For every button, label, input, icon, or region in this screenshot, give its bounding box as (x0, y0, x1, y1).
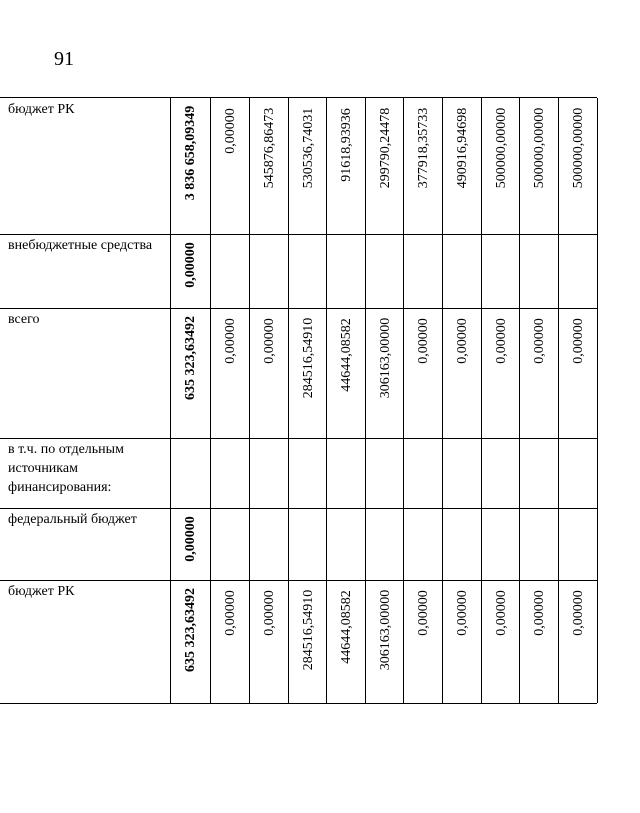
year-value: 500000,00000 (570, 108, 586, 189)
year-value-cell (365, 234, 405, 308)
table-row (0, 438, 597, 509)
year-value-cell (442, 308, 482, 438)
year-value-cell (403, 98, 443, 234)
year-value: 0,00000 (454, 318, 470, 364)
year-value: 0,00000 (261, 318, 277, 364)
table-row (0, 580, 597, 703)
table-right-border (597, 234, 598, 308)
row-label: бюджет РК (8, 102, 75, 117)
year-value-cell (442, 234, 482, 308)
row-label: внебюджетные средства (8, 238, 153, 253)
year-value-cell (481, 234, 521, 308)
year-value-cell (481, 438, 521, 508)
year-value-cell (519, 580, 559, 703)
year-value-cell (519, 508, 559, 580)
total-value: 0,00000 (183, 242, 198, 288)
year-value-cell (210, 508, 250, 580)
total-value: 3 836 658,09349 (183, 106, 198, 201)
year-value-cell (558, 234, 598, 308)
row-label: в т.ч. по отдельным источникам финансирования: (8, 442, 124, 495)
year-value-cell (558, 98, 598, 234)
year-value-cell (519, 438, 559, 508)
total-value: 635 323,63492 (183, 588, 198, 672)
total-cell (170, 508, 211, 580)
table-right-border (597, 438, 598, 508)
year-value-cell (365, 580, 405, 703)
year-value-cell (519, 98, 559, 234)
year-value: 91618,93936 (338, 108, 354, 182)
year-value-cell (210, 438, 250, 508)
year-value: 0,00000 (493, 318, 509, 364)
year-value-cell (481, 98, 521, 234)
year-value: 0,00000 (222, 108, 238, 154)
year-value-cell (210, 580, 250, 703)
year-value: 0,00000 (415, 318, 431, 364)
table-right-border (597, 508, 598, 580)
row-label: бюджет РК (8, 584, 75, 599)
year-value-cell (249, 234, 289, 308)
year-value-cell (326, 580, 366, 703)
year-value-cell (249, 438, 289, 508)
page-number: 91 (54, 48, 74, 70)
year-value: 306163,00000 (377, 318, 393, 399)
year-value: 0,00000 (415, 590, 431, 636)
year-value-cell (288, 308, 328, 438)
year-value: 0,00000 (570, 590, 586, 636)
year-value-cell (249, 308, 289, 438)
year-value: 0,00000 (531, 590, 547, 636)
year-value-cell (210, 234, 250, 308)
total-cell (170, 580, 211, 703)
year-value-cell (365, 308, 405, 438)
year-value: 0,00000 (570, 318, 586, 364)
total-cell (170, 308, 211, 438)
year-value: 0,00000 (222, 590, 238, 636)
year-value-cell (403, 438, 443, 508)
year-value: 500000,00000 (531, 108, 547, 189)
year-value-cell (403, 508, 443, 580)
year-value-cell (558, 580, 598, 703)
table-row (0, 508, 597, 581)
year-value-cell (403, 580, 443, 703)
year-value-cell (288, 508, 328, 580)
year-value-cell (365, 438, 405, 508)
total-cell (170, 98, 211, 234)
year-value: 0,00000 (493, 590, 509, 636)
row-label: всего (8, 312, 40, 327)
year-value-cell (288, 234, 328, 308)
year-value: 284516,54910 (300, 590, 316, 671)
year-value-cell (558, 308, 598, 438)
year-value: 0,00000 (454, 590, 470, 636)
table-row (0, 98, 597, 235)
total-value: 635 323,63492 (183, 316, 198, 400)
year-value-cell (403, 308, 443, 438)
year-value-cell (481, 508, 521, 580)
year-value-cell (249, 98, 289, 234)
year-value-cell (249, 580, 289, 703)
row-label: федеральный бюджет (8, 512, 137, 527)
year-value-cell (288, 580, 328, 703)
year-value-cell (558, 438, 598, 508)
year-value: 44644,08582 (338, 590, 354, 664)
total-cell (170, 234, 211, 308)
year-value-cell (365, 508, 405, 580)
year-value: 306163,00000 (377, 590, 393, 671)
year-value: 0,00000 (261, 590, 277, 636)
year-value-cell (519, 308, 559, 438)
year-value-cell (365, 98, 405, 234)
year-value: 0,00000 (222, 318, 238, 364)
year-value-cell (519, 234, 559, 308)
table-right-border (597, 98, 598, 234)
table-row (0, 308, 597, 439)
year-value-cell (288, 438, 328, 508)
year-value-cell (326, 508, 366, 580)
year-value-cell (249, 508, 289, 580)
year-value: 490916,94698 (454, 108, 470, 189)
year-value-cell (403, 234, 443, 308)
year-value: 500000,00000 (493, 108, 509, 189)
year-value: 44644,08582 (338, 318, 354, 392)
year-value-cell (442, 508, 482, 580)
year-value-cell (326, 98, 366, 234)
year-value-cell (210, 308, 250, 438)
year-value-cell (481, 580, 521, 703)
year-value-cell (442, 580, 482, 703)
year-value: 0,00000 (531, 318, 547, 364)
year-value-cell (210, 98, 250, 234)
year-value-cell (288, 98, 328, 234)
year-value: 299790,24478 (377, 108, 393, 189)
year-value-cell (326, 308, 366, 438)
table-right-border (597, 308, 598, 438)
year-value: 545876,86473 (261, 108, 277, 189)
total-value: 0,00000 (183, 516, 198, 562)
year-value-cell (442, 98, 482, 234)
year-value-cell (481, 308, 521, 438)
year-value: 530536,74031 (300, 108, 316, 189)
year-value: 284516,54910 (300, 318, 316, 399)
year-value-cell (442, 438, 482, 508)
budget-table (0, 97, 597, 704)
table-right-border (597, 580, 598, 703)
year-value-cell (326, 438, 366, 508)
total-cell (170, 438, 211, 508)
year-value-cell (558, 508, 598, 580)
year-value-cell (326, 234, 366, 308)
table-row (0, 234, 597, 309)
year-value: 377918,35733 (415, 108, 431, 189)
